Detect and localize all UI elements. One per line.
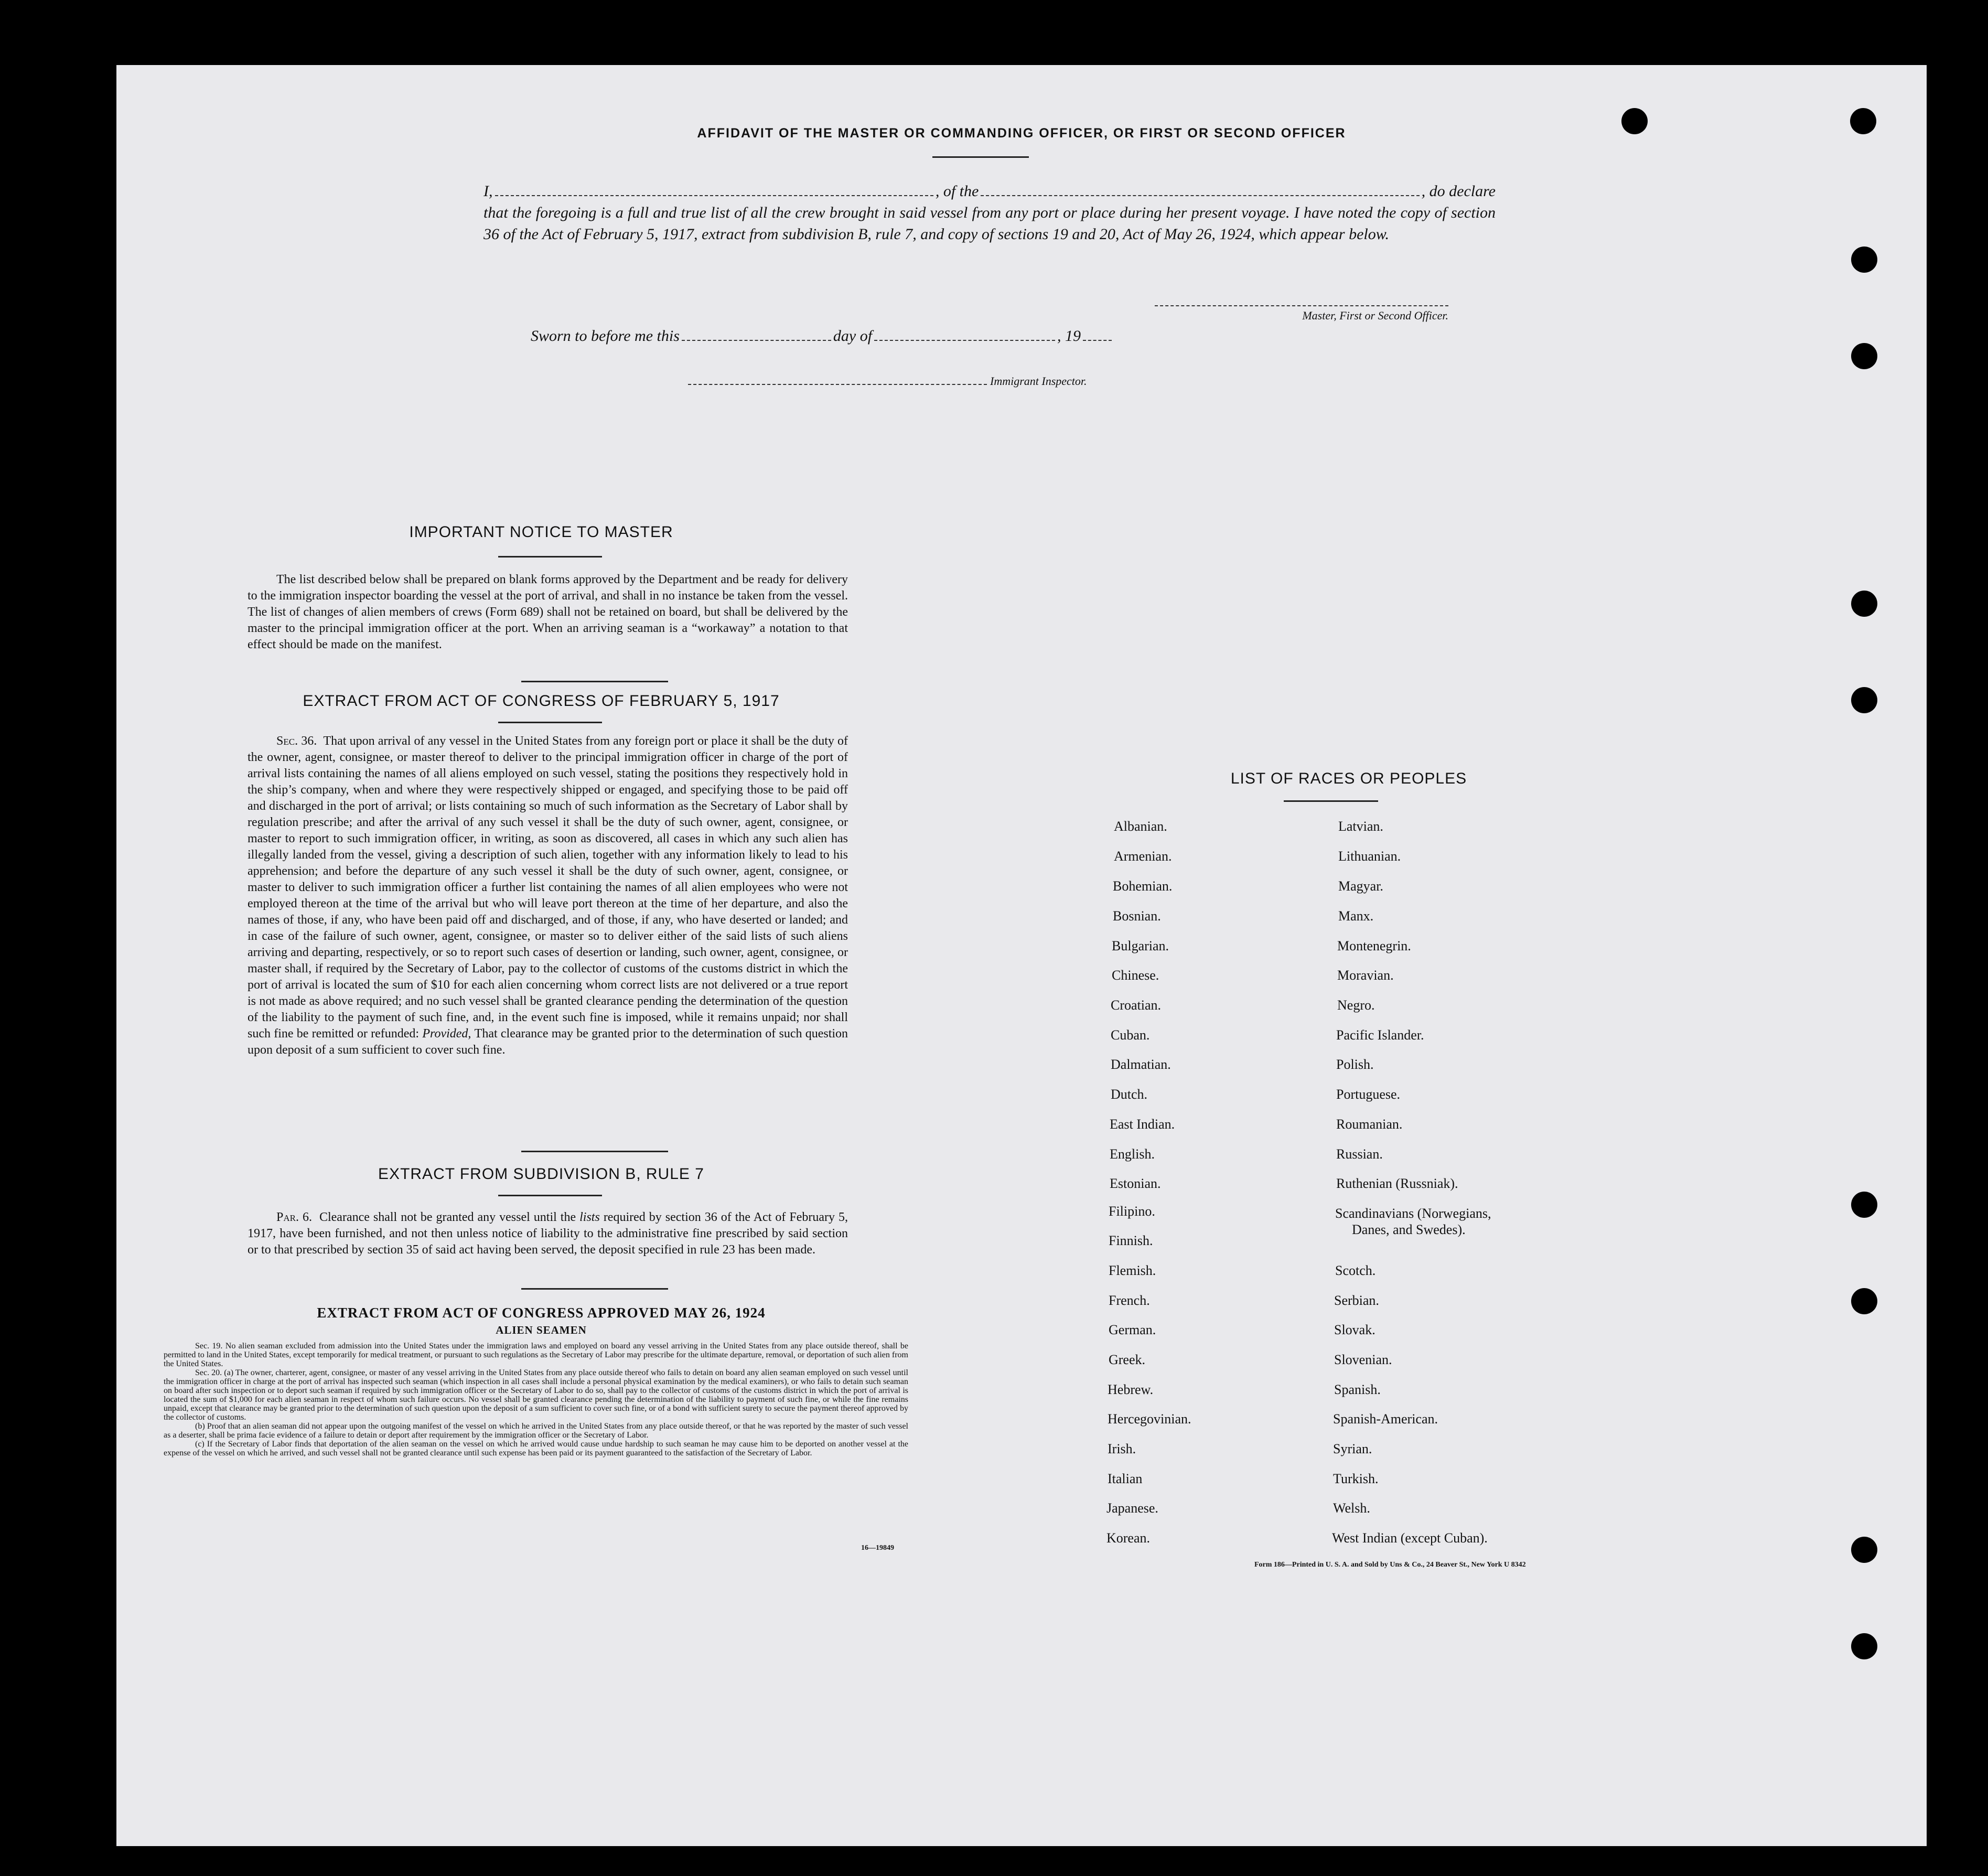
race-item: Russian.	[1336, 1146, 1383, 1162]
notice-text: The list described below shall be prepared on blank forms approved by the Department and be ready for delivery to the immigration inspector boarding the vessel at the port of arrival, and shall in no instance be taken from the vessel. The list of changes of alien members of crews (Form 689) shall not be retained on board, but shall be delivered by the master to the principal immigration officer at the port. When an arriving seaman is a “workaway” a notation to that effect should be made on the manifest.	[248, 573, 848, 651]
affidavit-body: that the foregoing is a full and true list of all the crew brought in said vessel from any port or place during her present voyage. I have noted the copy of section 36 of the Act of February 5, 1917, extract from subdivision B, rule 7, and copy of sections 19 and 20, Act of May 26, 1924, which appear below.	[483, 204, 1496, 243]
act-1924-title: EXTRACT FROM ACT OF CONGRESS APPROVED MAY 26, 1924	[317, 1305, 766, 1321]
race-item: Filipino.	[1109, 1204, 1155, 1219]
race-item: Irish.	[1108, 1441, 1136, 1456]
notice-title: IMPORTANT NOTICE TO MASTER	[409, 523, 673, 541]
race-item: Slovenian.	[1334, 1352, 1392, 1367]
notice-rule	[498, 556, 602, 558]
race-item: Bohemian.	[1113, 878, 1173, 894]
sworn-month-blank[interactable]	[874, 340, 1055, 341]
race-item: Lithuanian.	[1338, 849, 1401, 864]
par-6-label: Par. 6.	[276, 1210, 312, 1224]
extract-1917-rule	[498, 722, 602, 723]
race-item: Danes, and Swedes).	[1352, 1222, 1466, 1237]
punch-hole	[1851, 1537, 1877, 1563]
race-item: Syrian.	[1333, 1441, 1372, 1456]
rule-7-title: EXTRACT FROM SUBDIVISION B, RULE 7	[378, 1165, 704, 1183]
race-item: Cuban.	[1111, 1027, 1150, 1043]
race-item: Scotch.	[1335, 1263, 1376, 1278]
race-item: Albanian.	[1114, 819, 1167, 834]
sec-20c-text: (c) If the Secretary of Labor finds that deportation of the alien seaman on the vessel on which he arrived would cause undue hardship to such seaman he may cause him to be deported on another vessel at the expense of the vessel on which he arrived, and such vessel shall not be granted clearance until such expense has been paid or its payment guaranteed to the satisfaction of the Secretary of Labor.	[164, 1440, 908, 1457]
race-item: Dutch.	[1111, 1087, 1148, 1102]
race-item: Spanish-American.	[1333, 1411, 1438, 1427]
rule-7-rule	[498, 1195, 602, 1196]
alien-seamen-subtitle: ALIEN SEAMEN	[496, 1324, 587, 1336]
race-item: Ruthenian (Russniak).	[1336, 1176, 1458, 1191]
name-blank[interactable]	[495, 195, 933, 196]
race-item: Montenegrin.	[1337, 938, 1411, 953]
race-item: Greek.	[1109, 1352, 1146, 1367]
race-item: Polish.	[1336, 1057, 1374, 1072]
punch-hole	[1851, 591, 1877, 617]
sworn-day-blank[interactable]	[682, 340, 831, 341]
sworn-day-of: day of	[833, 327, 873, 345]
punch-hole	[1851, 343, 1877, 369]
punch-hole	[1851, 246, 1877, 273]
rule-7-text	[248, 1209, 848, 1258]
race-item: Korean.	[1106, 1530, 1151, 1546]
race-item: West Indian (except Cuban).	[1332, 1530, 1488, 1546]
race-item: Bulgarian.	[1112, 938, 1169, 953]
race-item: Croatian.	[1111, 998, 1162, 1013]
punch-hole	[1851, 1633, 1877, 1659]
inspector-label: Immigrant Inspector.	[990, 374, 1087, 388]
race-item: Welsh.	[1333, 1500, 1370, 1516]
punch-hole	[1851, 1288, 1877, 1314]
affidavit-i: I,	[483, 183, 493, 200]
punch-hole	[1851, 1192, 1877, 1218]
race-item: Estonian.	[1110, 1176, 1161, 1191]
sec-36-label: Sec. 36.	[276, 734, 317, 748]
race-item: Hercegovinian.	[1108, 1411, 1191, 1427]
race-item: Latvian.	[1338, 819, 1383, 834]
sec-19-text: Sec. 19. No alien seaman excluded from admission into the United States under the immigration laws and employed on board any vessel arriving in the United States from any place outside thereof, shall be permitted to land in the United States, except temporarily for medical treatment, or pursuant to such regulations as the Secretary of Labor may prescribe for the ultimate departure, removal, or deportation of such alien from the United States.	[164, 1342, 908, 1368]
race-item: Italian	[1108, 1471, 1143, 1486]
master-signature-label: Master, First or Second Officer.	[1302, 309, 1448, 322]
race-item: German.	[1109, 1322, 1156, 1337]
race-item: Negro.	[1337, 998, 1375, 1013]
race-item: Roumanian.	[1336, 1117, 1403, 1132]
extract-1917-text	[248, 733, 848, 1058]
sec-36-end: That clearance may be granted prior to the determination of such question upon deposit of a sum sufficient to cover such fine.	[248, 1027, 848, 1057]
title-rule	[932, 156, 1029, 158]
print-code: 16—19849	[861, 1544, 894, 1552]
race-item: Spanish.	[1334, 1382, 1381, 1397]
inspector-signature-blank[interactable]	[688, 384, 987, 385]
race-item: French.	[1109, 1293, 1150, 1308]
sworn-text: Sworn to before me this	[531, 327, 680, 345]
inspector-line	[688, 374, 1087, 388]
race-item: Turkish.	[1333, 1471, 1379, 1486]
race-item: Armenian.	[1114, 849, 1172, 864]
race-item: Scandinavians (Norwegians,	[1335, 1206, 1491, 1221]
race-item: Portuguese.	[1336, 1087, 1401, 1102]
race-item: Hebrew.	[1108, 1382, 1154, 1397]
races-rule	[1284, 800, 1378, 802]
extract-1917-title: EXTRACT FROM ACT OF CONGRESS OF FEBRUARY 5, 1917	[303, 692, 780, 710]
sworn-line	[531, 327, 1112, 345]
race-item: Dalmatian.	[1111, 1057, 1171, 1072]
document-page	[116, 65, 1927, 1846]
race-item: Chinese.	[1112, 968, 1159, 983]
affidavit-of-the: , of the	[935, 183, 979, 200]
race-item: Moravian.	[1337, 968, 1394, 983]
affidavit-title: AFFIDAVIT OF THE MASTER OR COMMANDING OFFICER, OR FIRST OR SECOND OFFICER	[697, 126, 1346, 141]
race-item: English.	[1110, 1146, 1155, 1162]
race-item: Manx.	[1338, 908, 1374, 924]
lists-word: lists	[579, 1210, 600, 1224]
sec-36-body: That upon arrival of any vessel in the United States from any foreign port or place it shall be the duty of the owner, agent, consignee, or master thereof to deliver to the principal immigration officer in charge of the port of arrival lists containing the names of all aliens employed on such vessel, stating the positions they respectively hold in the ship’s company, when and where they were respectively shipped or engaged, and specifying those to be paid off and discharged in the port of arrival; or lists containing so much of such information as the Secretary of Labor shall by regulation prescribe; and after the arrival of any such vessel it shall be the duty of such owner, agent, consignee, or master to report to such immigration officer, in writing, as soon as discovered, all cases in which any such alien has illegally landed from the vessel, giving a description of such alien, together with any information likely to lead to his apprehension; and before the departure of any such vessel it shall be the duty of such owner, agent, consignee, or master to deliver to such immigration officer a further list containing the names of all alien employees who were not employed thereon at the time of the arrival but who will leave port thereon at the time of her departure, and also the names of those, if any, who have been paid off and discharged, and of those, if any, who have deserted or landed; and in case of the failure of such owner, agent, consignee, or master so to deliver either of the said lists of such aliens arriving and departing, respectively, or so to report such cases of desertion or landing, such owner, agent, consignee, or master shall, if required by the Secretary of Labor, pay to the collector of customs of the customs district in which the port of arrival is located the sum of $10 for each alien concerning whom correct lists are not delivered or a true report is not made as above required; and no such vessel shall be granted clearance pending the determination of the question of the liability to the payment of such fine, and, in the event such fine is imposed, while it remains unpaid; nor shall such fine be remitted or refunded:	[248, 734, 848, 1041]
race-item: Serbian.	[1334, 1293, 1379, 1308]
act-1924-text	[164, 1342, 908, 1457]
par-6-text-a: Clearance shall not be granted any vessel until the	[319, 1210, 576, 1224]
race-item: Japanese.	[1106, 1500, 1158, 1516]
races-title: LIST OF RACES OR PEOPLES	[1230, 770, 1467, 787]
master-signature-line[interactable]	[1155, 305, 1448, 306]
punch-hole	[1851, 687, 1877, 713]
race-item: Slovak.	[1334, 1322, 1376, 1337]
affidavit-declare: , do declare	[1421, 183, 1496, 200]
divider-rule	[521, 1151, 668, 1152]
race-item: Finnish.	[1109, 1233, 1153, 1248]
race-item: Magyar.	[1338, 878, 1383, 894]
provided-word: Provided,	[422, 1027, 471, 1041]
race-item: Pacific Islander.	[1336, 1027, 1424, 1043]
sworn-year: , 19	[1057, 327, 1081, 345]
sworn-year-blank[interactable]	[1083, 340, 1112, 341]
divider-rule	[521, 681, 668, 682]
divider-rule	[521, 1288, 668, 1290]
sec-20b-text: (b) Proof that an alien seaman did not appear upon the outgoing manifest of the vessel on which he arrived in the United States from any place outside thereof, or that he was reported by the master of such vessel as a deserter, shall be prima facie evidence of a failure to detain or deport after requirement by the immigration officer or the Secretary of Labor.	[164, 1422, 908, 1440]
race-item: East Indian.	[1110, 1117, 1175, 1132]
race-item: Flemish.	[1109, 1263, 1156, 1278]
vessel-blank[interactable]	[981, 195, 1419, 196]
race-item: Bosnian.	[1113, 908, 1161, 924]
sec-20a-text: Sec. 20. (a) The owner, charterer, agent, consignee, or master of any vessel arriving in the United States from any place outside thereof who fails to detain on board any alien seaman employed on such vessel until the immigration officer in charge at the port of arrival has inspected such seaman (which inspection in all cases shall include a personal physical examination by the medical examiners), or who fails to detain such seaman on board after such inspection or to deport such seaman if required by such immigration officer or the Secretary of Labor to do so, shall pay to the collector of customs of the customs district in which the port of arrival is located the sum of $1,000 for each alien seaman in respect of whom such failure occurs. No vessel shall be granted clearance pending the determination of the liability to payment of such fine, or while the fine remains unpaid, except that clearance may be granted prior to the determination of such question upon the deposit of a sum sufficient to cover such fine, or of a bond with sufficient surety to secure the payment thereof approved by the collector of customs.	[164, 1368, 908, 1422]
affidavit-text	[483, 180, 1496, 245]
form-print-note: Form 186—Printed in U. S. A. and Sold by Uns & Co., 24 Beaver St., New York U 8342	[1254, 1561, 1526, 1569]
par-6-text-b: required by section 36 of the Act of February 5, 1917, have been furnished, and not then unless notice of liability to the administrative fine prescribed by said section or to that prescribed by section 35 of said act having been served, the deposit specified in rule 23 has been made.	[248, 1210, 848, 1257]
